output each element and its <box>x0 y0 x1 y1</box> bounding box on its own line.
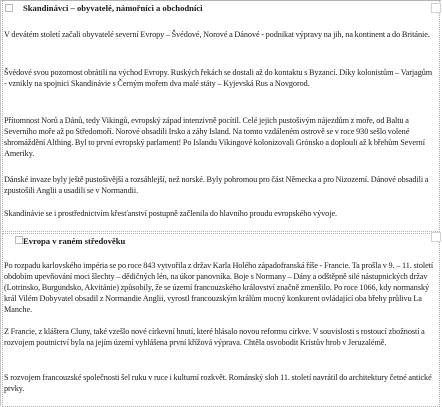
section-heading: Evropa v raném středověku <box>23 236 126 246</box>
paragraph: Z Francie, z kláštera Cluny, také vzešlo nové církevní hnutí, které hlásalo novou reformu církve. V souvislosti s rostoucí zbožností a rozvojem poutnictví byla na jejím území vyhlášena první křížová výprava. Chtěla osvobodit Kristův hrob v Jeruzalémě. <box>4 327 425 347</box>
section-handle-icon[interactable] <box>5 4 13 12</box>
paragraph: Přítomnost Norů a Dánů, tedy Vikingů, evropský západ intenzivně pocítil. Celé jejich pustošivým nájezdům z moře, od Baltu a Severního moře až po Středomoří. Norové obsadili Irsko a záhy Island. Na tomto vzdáleném ostrově se v roce 930 sešlo volené shromáždění Althing. Byl to první evropský parlament! Po Islandu Vikingové kolonizovali Grónsko a doplouli až k břehům Severní Ameriky. <box>4 116 425 158</box>
paragraph: V devátém století začali obyvatelé severní Evropy – Švédové, Norové a Dánové - podnikat výpravy na jih, na kontinent a do Británie. <box>4 30 430 39</box>
section-handle-icon[interactable] <box>15 236 23 244</box>
paragraph: Švédové svou pozornost obrátili na východ Evropy. Ruských řekách se dostali až do kontaktu s Byzancí. Díky kolonistům – Varjagům - vznikly na spojnici Skandinávie s Černým mořem dva malé státy – Kyjevská Rus a Novgorod. <box>4 68 433 88</box>
paragraph: Dánské invaze byly ještě pustošivější a rozsáhlejší, než norské. Byly pohromou pro část Německa a pro Nizozemí. Dánové obsadili a zpustošili Anglii a usadili se v Normandii. <box>4 175 429 195</box>
section-heading: Skandinávci – obyvatelé, námořníci a obchodníci <box>23 3 203 13</box>
section-anchor-icon <box>431 232 441 242</box>
paragraph: S rozvojem francouzské společnosti šel ruku v ruce i kulturní rozkvět. Románský sloh 11. století navrátil do architektury četné antické prvky. <box>4 373 432 393</box>
paragraph: Po rozpadu karlovského impéria se po roce 843 vytvořila z držav Karla Holého západofranská říše - Francie. Ta prošla v 9. – 11. století obdobím upevňování moci šlechty – dědičných lén, na úkor panovníka. Boje s Normany – Dány a odštěpně silé nástupnických držav (Lotrinsko, Burgundsko, Akvitánie) způsobily, že se území francouzského království značně zmenšilo. Po roce 1066, kdy normanský král Vilém Dobyvatel obsadil z Normandie Anglii, vyrostl francouzským králům mocný konkurent ovládající oba břehy průlivu La Manche. <box>4 261 434 314</box>
paragraph: Skandinávie se i prostřednictvím křesťanství postupně začlenila do hlavního proudu evropského vývoje. <box>4 209 338 218</box>
section-anchor-icon <box>431 3 441 13</box>
